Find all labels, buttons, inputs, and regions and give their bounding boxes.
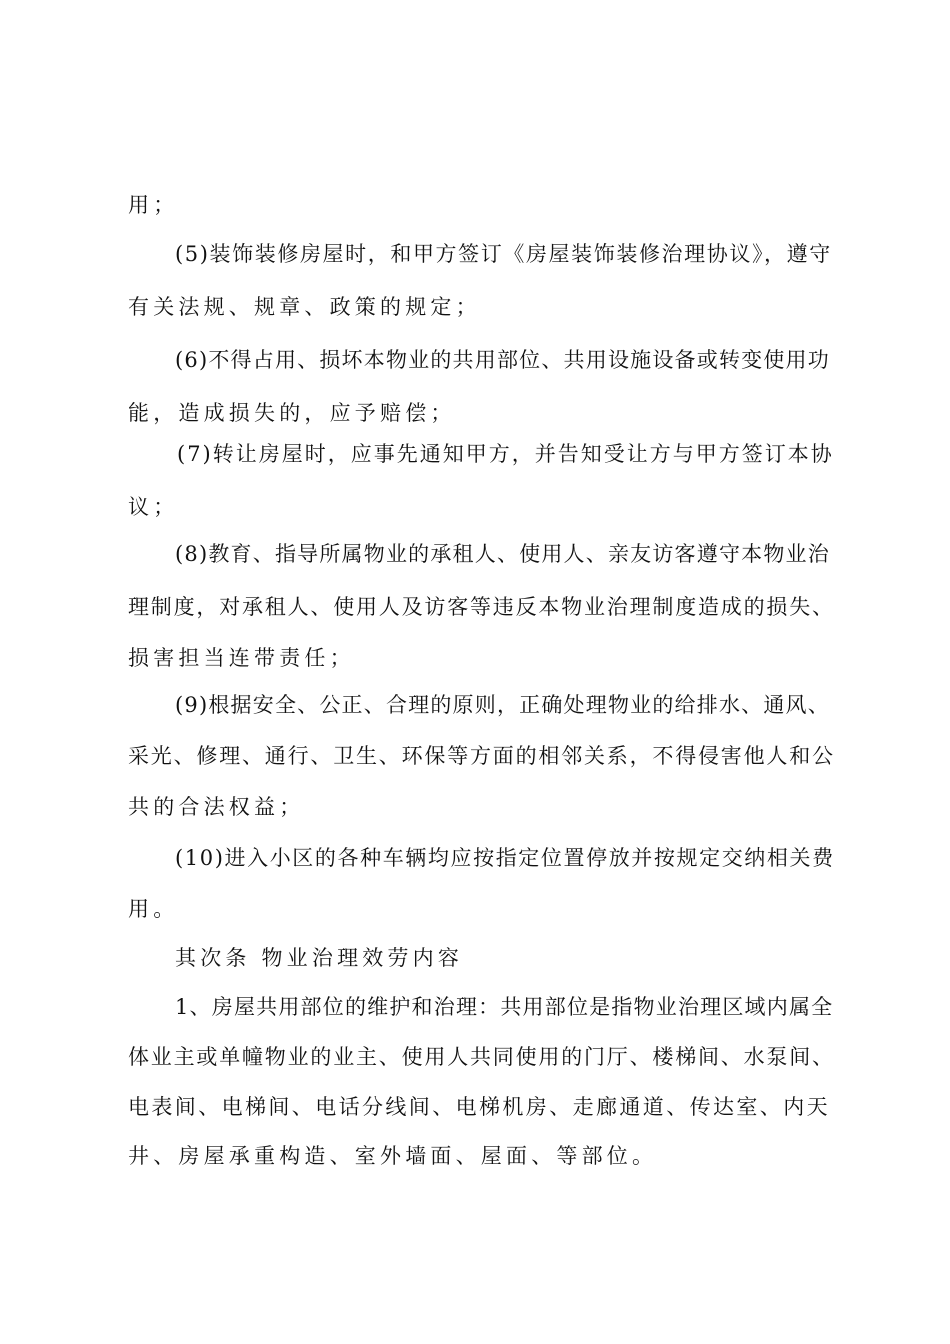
- text-line: 电表间、电梯间、电话分线间、电梯机房、走廊通道、传达室、内天: [128, 1095, 830, 1119]
- text-line: (6)不得占用、损坏本物业的共用部位、共用设施设备或转变使用功: [175, 348, 830, 372]
- text-line: 议；: [128, 495, 179, 519]
- text-line: 损害担当连带责任；: [128, 646, 355, 670]
- text-line: 用；: [128, 193, 179, 217]
- text-line: 共的合法权益；: [128, 795, 305, 819]
- text-line: 有关法规、规章、政策的规定；: [128, 295, 481, 319]
- text-line: 用。: [128, 897, 179, 921]
- text-line: (10)进入小区的各种车辆均应按指定位置停放并按规定交纳相关费: [175, 846, 835, 870]
- text-line: 井、房屋承重构造、室外墙面、屋面、等部位。: [128, 1144, 658, 1168]
- text-line: 能，造成损失的，应予赔偿；: [128, 401, 456, 425]
- text-line: 体业主或单幢物业的业主、使用人共同使用的门厅、楼梯间、水泵间、: [128, 1045, 835, 1069]
- text-line: 采光、修理、通行、卫生、环保等方面的相邻关系，不得侵害他人和公: [128, 744, 835, 768]
- text-line: (8)教育、指导所属物业的承租人、使用人、亲友访客遵守本物业治: [175, 542, 830, 566]
- section-heading: 其次条 物业治理效劳内容: [175, 946, 464, 970]
- text-line: (7)转让房屋时，应事先通知甲方，并告知受让方与甲方签订本协: [177, 442, 834, 466]
- text-line: (5)装饰装修房屋时，和甲方签订《房屋装饰装修治理协议》，遵守: [175, 242, 832, 266]
- text-line: 理制度，对承租人、使用人及访客等违反本物业治理制度造成的损失、: [128, 595, 835, 619]
- text-line: 1、房屋共用部位的维护和治理：共用部位是指物业治理区域内属全: [175, 995, 834, 1019]
- text-line: (9)根据安全、公正、合理的原则，正确处理物业的给排水、通风、: [175, 693, 830, 717]
